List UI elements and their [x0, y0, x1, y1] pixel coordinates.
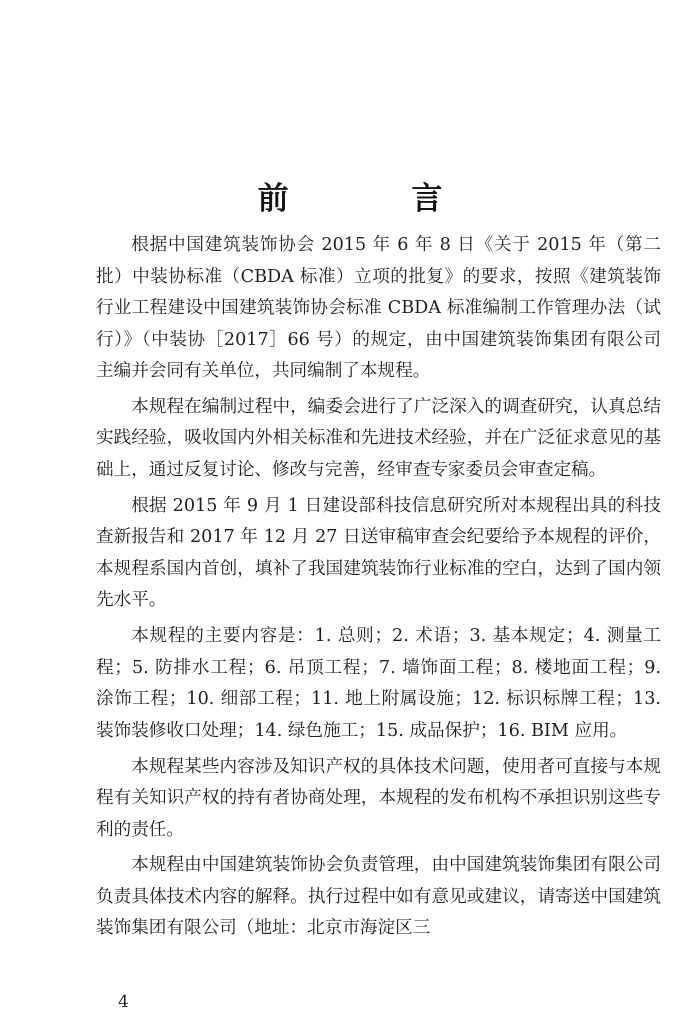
paragraph: 根据 2015 年 9 月 1 日建设部科技信息研究所对本规程出具的科技查新报告和 2017 年 12 月 27 日送审稿审查会纪要给予本规程的评价，本规程系国内首创，填补了我国建筑装饰行业标准的空白，达到了国内领先水平。	[96, 495, 661, 611]
page-title: 前 言	[257, 180, 499, 217]
paragraph: 本规程某些内容涉及知识产权的具体技术问题，使用者可直接与本规程有关知识产权的持有者协商处理，本规程的发布机构不承担识别这些专利的责任。	[96, 756, 661, 840]
paragraph: 本规程由中国建筑装饰协会负责管理，由中国建筑装饰集团有限公司负责具体技术内容的解释。执行过程中如有意见或建议，请寄送中国建筑装饰集团有限公司（地址：北京市海淀区三	[96, 855, 661, 939]
paragraph: 本规程在编制过程中，编委会进行了广泛深入的调查研究，认真总结实践经验，吸收国内外相关标准和先进技术经验，并在广泛征求意见的基础上，通过反复讨论、修改与完善，经审查专家委员会审查定稿。	[96, 396, 661, 480]
page-number: 4	[118, 992, 129, 1012]
paragraph: 本规程的主要内容是：1. 总则；2. 术语；3. 基本规定；4. 测量工程；5. 防排水工程；6. 吊顶工程；7. 墙饰面工程；8. 楼地面工程；9. 涂饰工程；10. 细部工程；11. 地上附属设施；12. 标识标牌工程；13. 装饰装修收口处理；14. 绿色施工；15. 成品保护；16. BIM 应用。	[96, 626, 661, 741]
paragraph: 根据中国建筑装饰协会 2015 年 6 年 8 日《关于 2015 年（第二批）中装协标准（CBDA 标准）立项的批复》的要求，按照《建筑装饰行业工程建设中国建筑装饰协会标准 CBDA 标准编制工作管理办法（试行）》（中装协［2017］66 号）的规定，由中国建筑装饰集团有限公司主编并会同有关单位，共同编制了本规程。	[96, 235, 661, 381]
body-text	[96, 230, 661, 949]
